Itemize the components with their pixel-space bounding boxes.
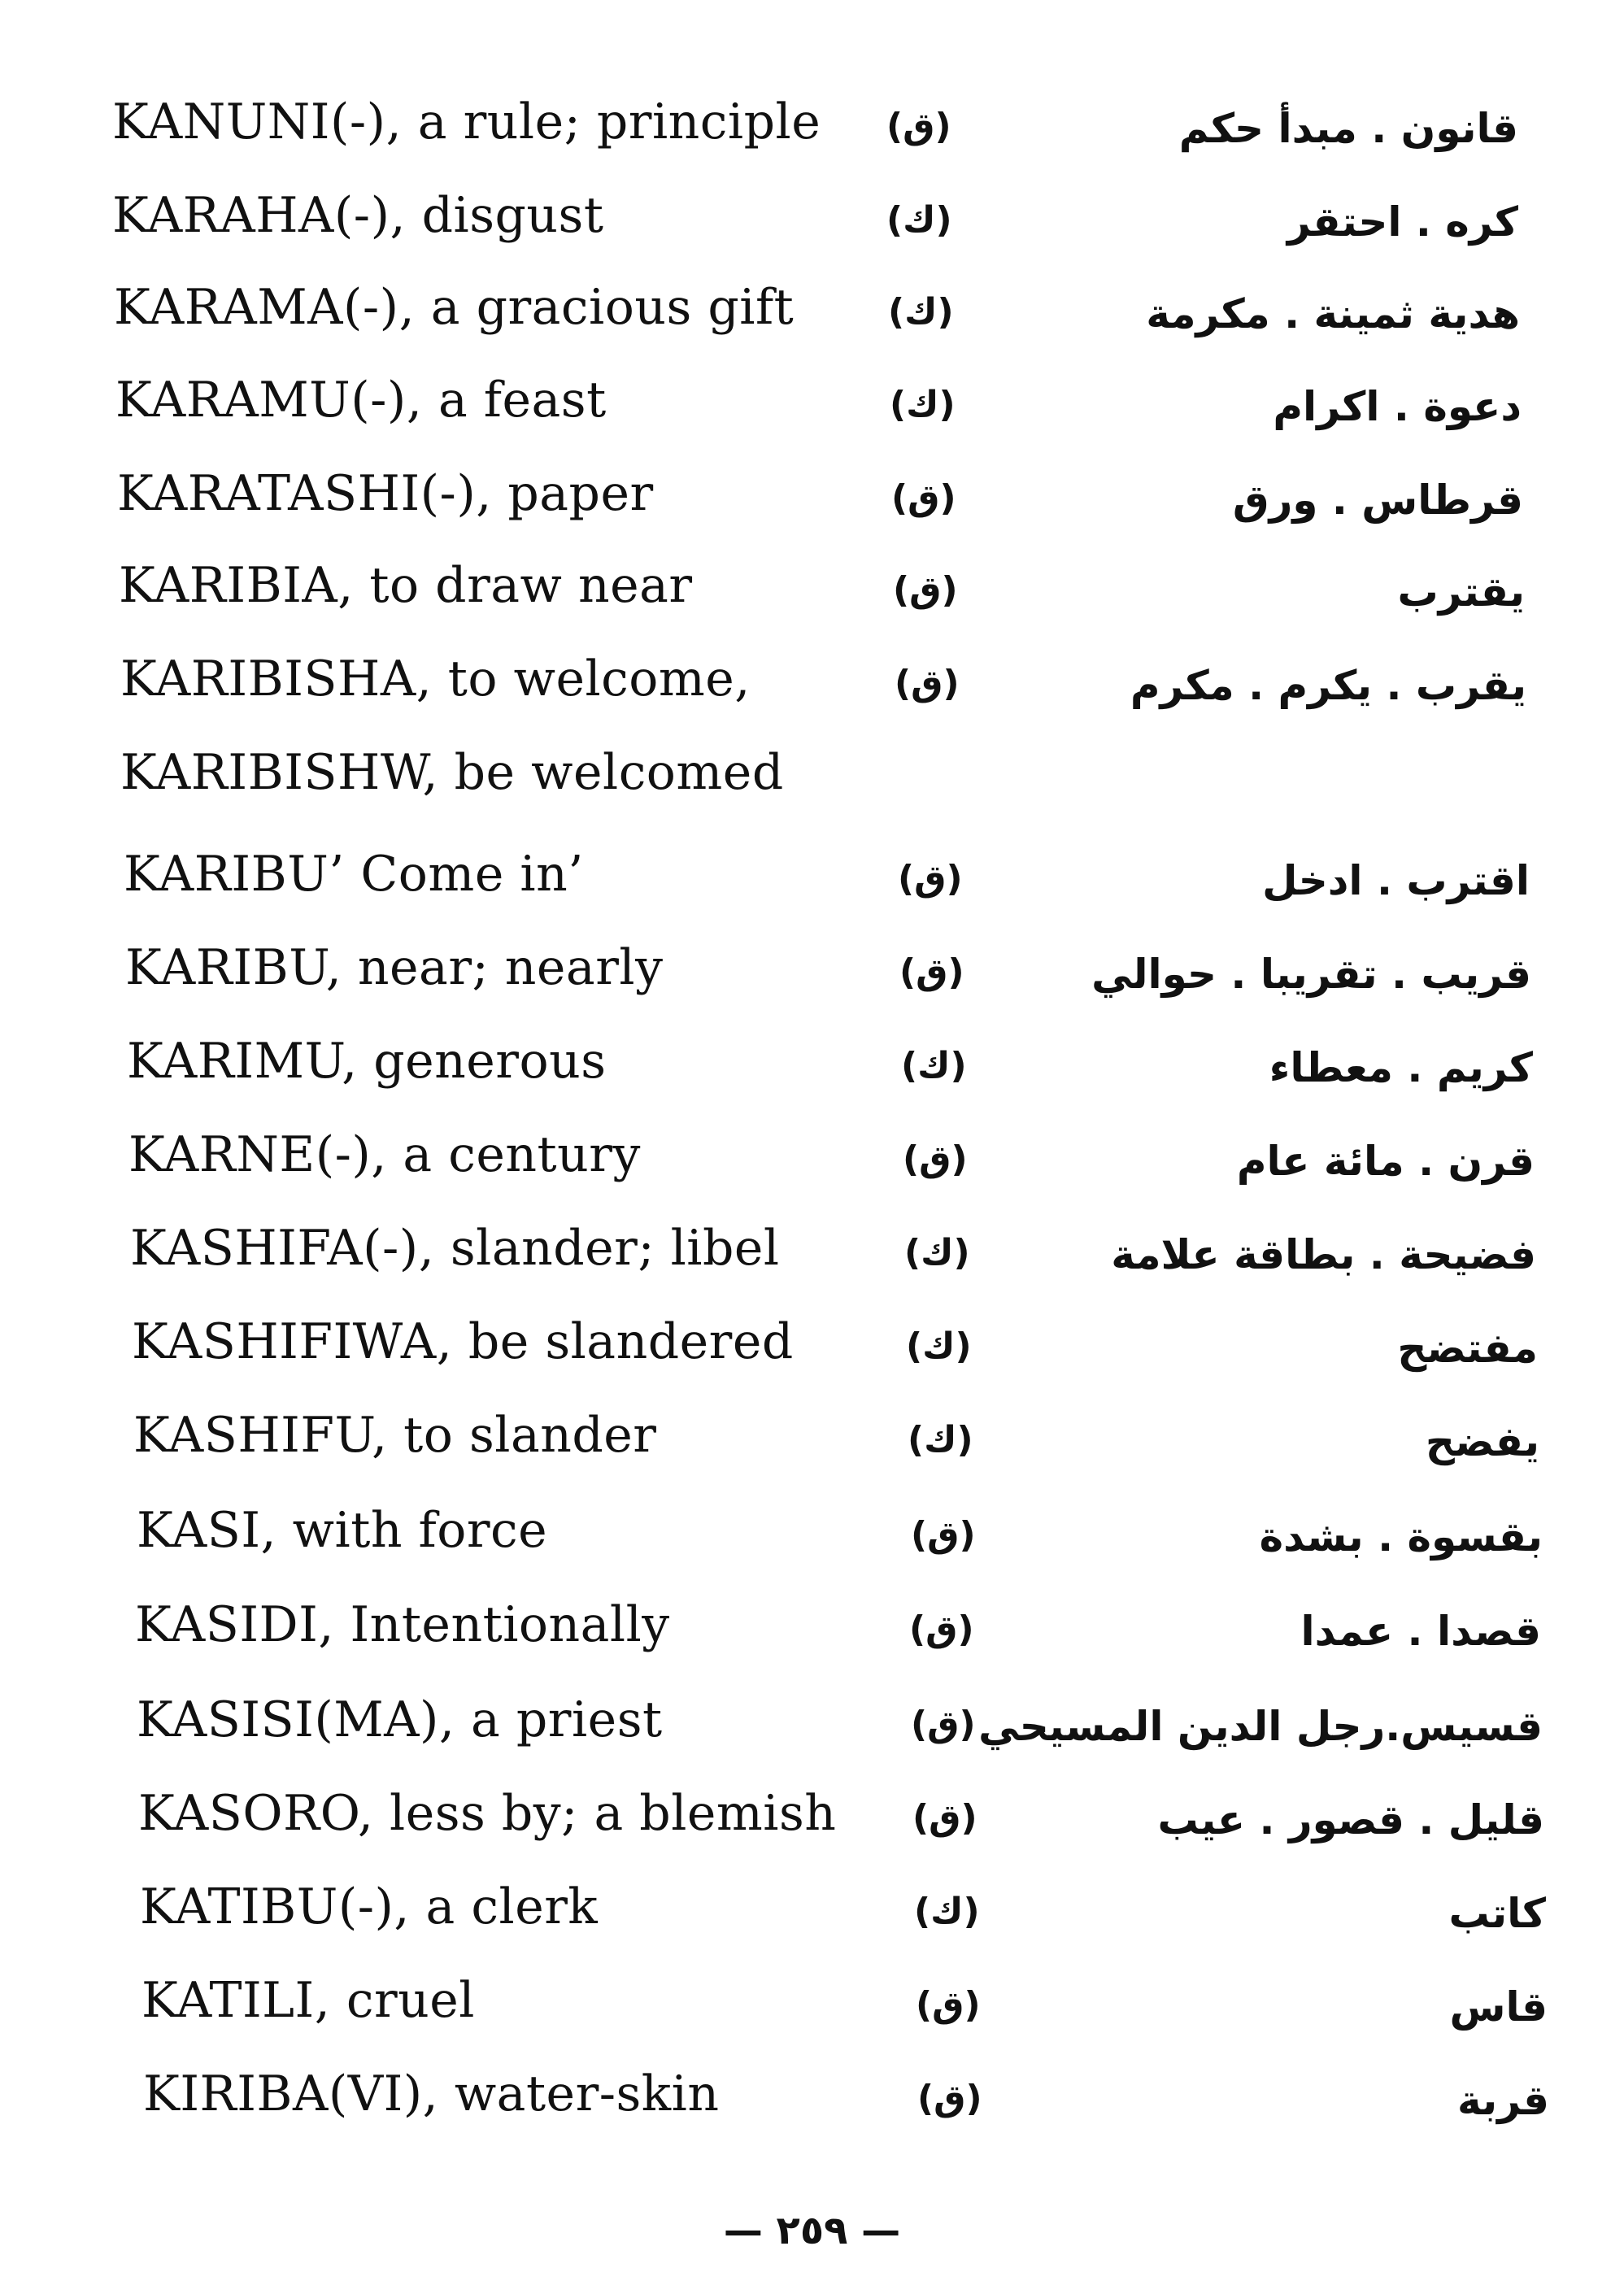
- entry-arabic: دعوة . اكرام: [1273, 383, 1522, 430]
- entry-english: KATIBU(-), a clerk: [140, 1878, 599, 1935]
- entry-english: KASISI(MA), a priest: [137, 1691, 663, 1748]
- dictionary-entry: [0, 2061, 1624, 2126]
- entry-english: KASHIFA(-), slander; libel: [130, 1220, 780, 1277]
- entry-source-marker: (ق): [911, 1514, 976, 1556]
- entry-arabic: كره . احتقر: [1287, 198, 1518, 246]
- entry-source-marker: (ق): [886, 106, 951, 147]
- entry-arabic: قليل . قصور . عيب: [1157, 1796, 1544, 1844]
- entry-source-marker: (ق): [903, 1138, 968, 1180]
- dictionary-entry: [0, 1592, 1624, 1657]
- entry-arabic: قريب . تقريبا . حوالي: [1091, 951, 1531, 998]
- entry-arabic: قرطاس . ورق: [1232, 477, 1523, 524]
- entry-english: KARIBISHA, to welcome,: [120, 651, 751, 707]
- entry-arabic: بقسوة . بشدة: [1259, 1513, 1543, 1561]
- entry-english: KASI, with force: [137, 1502, 548, 1559]
- entry-source-marker: (ق): [909, 1608, 974, 1650]
- entry-arabic: كاتب: [1448, 1890, 1546, 1937]
- dictionary-entry: [0, 1216, 1624, 1281]
- dictionary-entry: [0, 1498, 1624, 1563]
- dictionary-entry: [0, 1029, 1624, 1094]
- entry-arabic: هدية ثمينة . مكرمة: [1146, 290, 1520, 337]
- entry-source-marker: (ق): [893, 569, 958, 611]
- dictionary-entry: [0, 1309, 1624, 1374]
- entry-source-marker: (ك): [890, 384, 956, 425]
- entry-english: KARIMU, generous: [127, 1033, 607, 1090]
- entry-source-marker: (ك): [904, 1232, 970, 1273]
- entry-arabic: مفتضح: [1397, 1325, 1538, 1372]
- entry-english: KASIDI, Intentionally: [135, 1596, 670, 1653]
- entry-source-marker: (ق): [899, 951, 964, 993]
- entry-english: KARIBU’ Come in’: [124, 846, 584, 903]
- entry-arabic: فضيحة . بطاقة علامة: [1111, 1231, 1536, 1278]
- entry-english: KARNE(-), a century: [128, 1126, 641, 1183]
- dictionary-entry: [0, 183, 1624, 248]
- dictionary-entry: [0, 1122, 1624, 1187]
- entry-english: KARAHA(-), disgust: [112, 187, 604, 244]
- entry-english: KARIBIA, to draw near: [119, 557, 693, 614]
- entry-english: KASHIFIWA, be slandered: [132, 1313, 794, 1370]
- entry-arabic: كريم . معطاء: [1269, 1044, 1533, 1091]
- entry-english: KIRIBA(VI), water-skin: [143, 2066, 720, 2122]
- entry-english: KARAMU(-), a feast: [115, 372, 607, 429]
- entry-source-marker: (ق): [916, 1984, 981, 2026]
- entry-english: KASHIFU, to slander: [133, 1407, 657, 1464]
- entry-arabic: قاس: [1449, 1983, 1548, 2031]
- dictionary-entry: [0, 89, 1624, 155]
- entry-source-marker: (ق): [911, 1704, 976, 1745]
- dictionary-entry: [0, 935, 1624, 1000]
- entry-arabic: قسيس.رجل الدين المسيحي: [978, 1703, 1543, 1750]
- dictionary-entry: [0, 1781, 1624, 1846]
- entry-source-marker: (ك): [908, 1419, 973, 1460]
- entry-source-marker: (ك): [914, 1891, 980, 1932]
- entry-english: KARIBISHW, be welcomed: [120, 744, 784, 801]
- entry-arabic: اقترب . ادخل: [1262, 857, 1530, 904]
- entry-source-marker: (ق): [912, 1797, 977, 1839]
- entry-arabic: قرن . مائة عام: [1236, 1138, 1535, 1185]
- dictionary-entry: [0, 1687, 1624, 1752]
- entry-english: KARIBU, near; nearly: [125, 939, 664, 996]
- entry-english: KATILI, cruel: [142, 1972, 475, 2029]
- entry-arabic: قربة: [1457, 2077, 1549, 2124]
- entry-source-marker: (ق): [895, 663, 960, 704]
- dictionary-entry: [0, 740, 1624, 805]
- dictionary-entry: [0, 275, 1624, 340]
- dictionary-entry: [0, 842, 1624, 907]
- page-number: — ٢٥٩ —: [723, 2208, 901, 2253]
- entry-source-marker: (ق): [898, 858, 963, 899]
- dictionary-entry: [0, 1403, 1624, 1468]
- entry-english: KARAMA(-), a gracious gift: [114, 279, 795, 336]
- entry-source-marker: (ك): [886, 199, 952, 241]
- entry-english: KASORO, less by; a blemish: [138, 1785, 837, 1842]
- entry-source-marker: (ق): [891, 477, 956, 519]
- dictionary-entry: [0, 1968, 1624, 2033]
- entry-english: KARATASHI(-), paper: [117, 465, 654, 522]
- dictionary-entry: [0, 461, 1624, 526]
- entry-arabic: يفضح: [1425, 1418, 1539, 1465]
- dictionary-entry: [0, 1874, 1624, 1939]
- entry-source-marker: (ك): [906, 1326, 972, 1367]
- dictionary-entry: [0, 368, 1624, 433]
- dictionary-entry: [0, 646, 1624, 712]
- entry-english: KANUNI(-), a rule; principle: [112, 94, 821, 150]
- entry-arabic: يقترب: [1397, 568, 1525, 616]
- dictionary-entry: [0, 553, 1624, 618]
- entry-source-marker: (ك): [901, 1045, 967, 1086]
- entry-arabic: قصدا . عمدا: [1300, 1608, 1541, 1655]
- entry-arabic: قانون . مبدأ حكم: [1178, 105, 1518, 152]
- entry-arabic: يقرب . يكرم . مكرم: [1130, 662, 1526, 709]
- entry-source-marker: (ق): [917, 2078, 982, 2119]
- entry-source-marker: (ك): [888, 291, 954, 333]
